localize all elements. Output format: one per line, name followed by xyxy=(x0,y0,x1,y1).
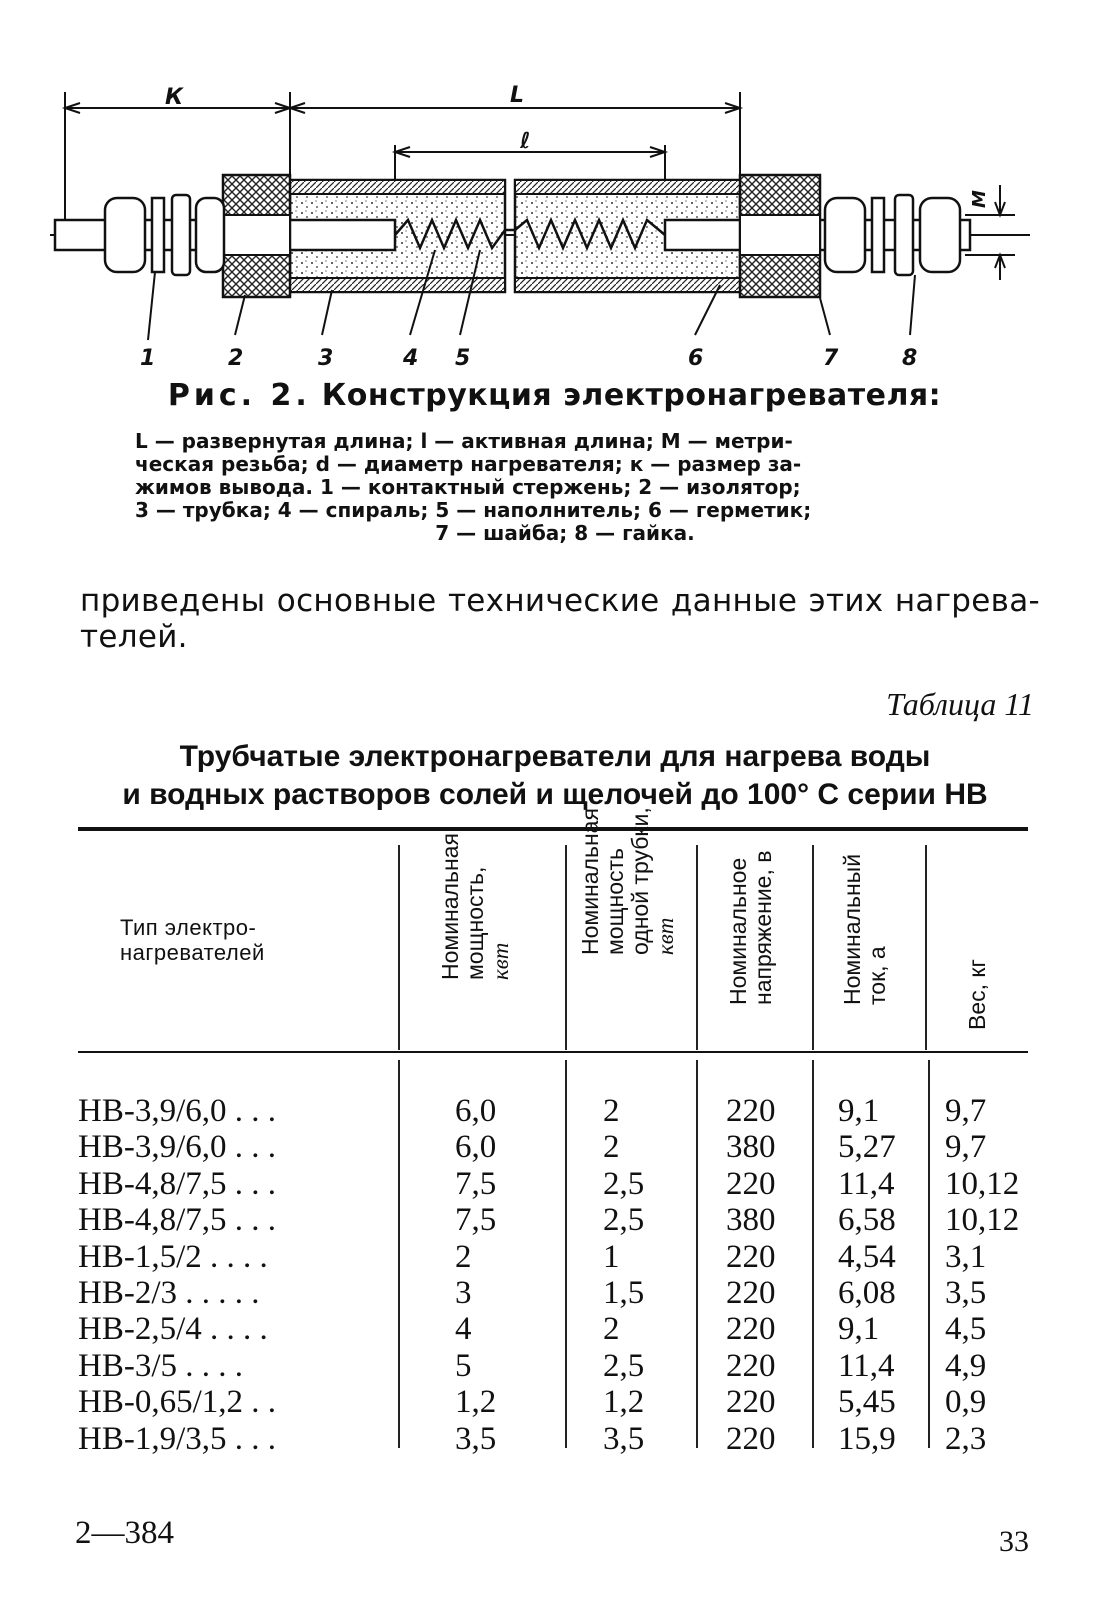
cell-weight: 4,9 xyxy=(945,1347,987,1384)
figure-title xyxy=(0,378,1109,413)
cell-tube: 2,5 xyxy=(603,1202,645,1239)
cell-current: 6,08 xyxy=(838,1275,896,1311)
cell-type: НВ-1,9/3,5 . . . xyxy=(78,1420,276,1457)
cell-current: 9,1 xyxy=(838,1093,880,1129)
cell-power: 3 xyxy=(455,1275,472,1311)
cell-weight: 0,9 xyxy=(945,1384,987,1421)
table-title-line: и водных растворов солей и щелочей до 100° С серии НВ xyxy=(122,778,988,811)
heater-construction-figure xyxy=(40,80,1040,380)
dim-label-k: К xyxy=(165,85,183,110)
cell-power: 7,5 xyxy=(455,1202,497,1239)
body-paragraph: приведены основные технические данные этих нагрева-телей. xyxy=(80,583,1040,655)
cell-voltage: 220 xyxy=(726,1347,776,1384)
cell-voltage: 220 xyxy=(726,1238,776,1275)
cell-type: НВ-4,8/7,5 . . . xyxy=(78,1165,276,1202)
cell-power: 2 xyxy=(455,1238,472,1275)
legend-line: L — развернутая длина; l — активная длина; М — метри- xyxy=(135,429,793,453)
cell-power: 6,0 xyxy=(455,1129,497,1166)
cell-weight: 4,5 xyxy=(945,1311,987,1348)
cell-weight: 2,3 xyxy=(945,1420,987,1457)
cell-type: НВ-4,8/7,5 . . . xyxy=(78,1202,276,1239)
cell-tube: 2,5 xyxy=(603,1347,645,1384)
cell-power: 5 xyxy=(455,1347,472,1384)
part-number-7: 7 xyxy=(823,346,839,371)
table-row xyxy=(0,1275,1109,1311)
table-row xyxy=(0,1421,1109,1457)
table-row xyxy=(0,1239,1109,1275)
header-tube-line: Номинальная xyxy=(577,808,603,955)
part-number-3: 3 xyxy=(318,346,334,371)
part-number-8: 8 xyxy=(902,346,918,371)
legend-line: ческая резьба; d — диаметр нагревателя; к — размер за- xyxy=(135,452,802,476)
header-weight xyxy=(965,959,990,1030)
header-tube-line: мощность xyxy=(602,847,628,955)
cell-tube: 2 xyxy=(603,1129,620,1166)
header-voltage-line: Номинальное xyxy=(725,857,751,1005)
header-tube-line: одной трубки, xyxy=(627,807,653,955)
table-row xyxy=(0,1129,1109,1165)
header-current xyxy=(840,854,890,1005)
legend-line: 3 — трубка; 4 — спираль; 5 — наполнитель; 6 — герметик; xyxy=(135,498,812,522)
cell-power: 1,2 xyxy=(455,1384,497,1421)
header-power-line: Номинальная xyxy=(437,833,463,980)
cell-current: 6,58 xyxy=(838,1202,896,1239)
cell-type: НВ-3/5 . . . . xyxy=(78,1347,243,1384)
cell-weight: 3,5 xyxy=(945,1275,987,1311)
cell-weight: 9,7 xyxy=(945,1093,987,1129)
part-number-1: 1 xyxy=(140,346,156,371)
part-number-6: 6 xyxy=(688,346,704,371)
cell-type: НВ-3,9/6,0 . . . xyxy=(78,1129,276,1166)
cell-weight: 9,7 xyxy=(945,1129,987,1166)
header-power-line: мощность, xyxy=(462,866,488,980)
cell-type: НВ-2,5/4 . . . . xyxy=(78,1311,268,1348)
cell-voltage: 220 xyxy=(726,1311,776,1348)
header-tube-power xyxy=(578,807,678,955)
cell-tube: 1,5 xyxy=(603,1275,645,1311)
cell-voltage: 220 xyxy=(726,1165,776,1202)
cell-voltage: 220 xyxy=(726,1384,776,1421)
cell-tube: 1,2 xyxy=(603,1384,645,1421)
header-weight-line: Вес, кг xyxy=(964,959,990,1030)
table-top-rule xyxy=(78,827,1028,831)
nuts-left xyxy=(105,195,224,275)
figure-legend xyxy=(135,430,995,545)
column-separator xyxy=(398,845,400,1050)
header-tube-unit: квт xyxy=(653,917,678,955)
header-current-line: Номинальный xyxy=(839,853,865,1005)
table-title-line: Трубчатые электронагреватели для нагрева воды xyxy=(179,740,931,773)
cell-voltage: 380 xyxy=(726,1202,776,1239)
cell-current: 11,4 xyxy=(838,1165,895,1202)
cell-power: 3,5 xyxy=(455,1420,497,1457)
cell-type: НВ-1,5/2 . . . . xyxy=(78,1238,268,1275)
legend-line: жимов вывода. 1 — контактный стержень; 2 — изолятор; xyxy=(135,475,801,499)
column-separator xyxy=(565,845,567,1050)
cell-tube: 1 xyxy=(603,1238,620,1275)
cell-weight: 10,12 xyxy=(945,1165,1020,1202)
dim-label-l: ℓ xyxy=(520,129,531,154)
cell-weight: 3,1 xyxy=(945,1238,987,1275)
table-row xyxy=(0,1348,1109,1384)
header-type-line: нагревателей xyxy=(120,940,265,965)
table-header-rule xyxy=(78,1051,1028,1053)
figure-title-text: Конструкция электронагревателя: xyxy=(321,378,942,413)
table-row xyxy=(0,1093,1109,1129)
cell-tube: 2 xyxy=(603,1093,620,1129)
header-type-line: Тип электро- xyxy=(120,915,257,940)
column-separator xyxy=(696,845,698,1050)
column-separator xyxy=(812,845,814,1050)
table-row xyxy=(0,1311,1109,1347)
header-current-line: ток, а xyxy=(864,946,890,1005)
table-title xyxy=(60,738,1050,814)
cell-power: 7,5 xyxy=(455,1165,497,1202)
column-separator xyxy=(925,845,927,1050)
cell-voltage: 220 xyxy=(726,1420,776,1457)
cell-current: 4,54 xyxy=(838,1238,896,1275)
cell-current: 9,1 xyxy=(838,1311,880,1348)
cell-current: 15,9 xyxy=(838,1420,896,1457)
legend-line: 7 — шайба; 8 — гайка. xyxy=(435,521,695,545)
table-row xyxy=(0,1166,1109,1202)
cell-tube: 3,5 xyxy=(603,1420,645,1457)
table-label: Таблица 11 xyxy=(886,686,1034,722)
cell-power: 4 xyxy=(455,1311,472,1348)
cell-current: 5,27 xyxy=(838,1129,896,1166)
cell-type: НВ-0,65/1,2 . . xyxy=(78,1384,276,1421)
header-power xyxy=(438,833,513,980)
part-number-4: 4 xyxy=(403,346,419,371)
figure-lead: Рис. 2. xyxy=(167,378,311,413)
header-power-unit: квт xyxy=(488,942,513,980)
cell-voltage: 380 xyxy=(726,1129,776,1166)
part-number-2: 2 xyxy=(228,346,244,371)
cell-type: НВ-2/3 . . . . . xyxy=(78,1275,260,1311)
printer-signature: 2—384 xyxy=(75,1515,174,1551)
cell-tube: 2 xyxy=(603,1311,620,1348)
dim-label-L: L xyxy=(510,83,525,108)
table-row xyxy=(0,1384,1109,1420)
cell-voltage: 220 xyxy=(726,1093,776,1129)
cell-tube: 2,5 xyxy=(603,1165,645,1202)
table-row xyxy=(0,1202,1109,1238)
cell-weight: 10,12 xyxy=(945,1202,1020,1239)
cell-current: 5,45 xyxy=(838,1384,896,1421)
cell-voltage: 220 xyxy=(726,1275,776,1311)
header-voltage xyxy=(726,851,776,1005)
cell-power: 6,0 xyxy=(455,1093,497,1129)
cell-type: НВ-3,9/6,0 . . . xyxy=(78,1093,276,1129)
page-number: 33 xyxy=(999,1525,1029,1558)
header-voltage-line: напряжение, в xyxy=(750,850,776,1005)
dim-label-M: М xyxy=(969,190,990,208)
header-type xyxy=(120,915,265,965)
part-number-5: 5 xyxy=(455,346,471,371)
cell-current: 11,4 xyxy=(838,1347,895,1384)
